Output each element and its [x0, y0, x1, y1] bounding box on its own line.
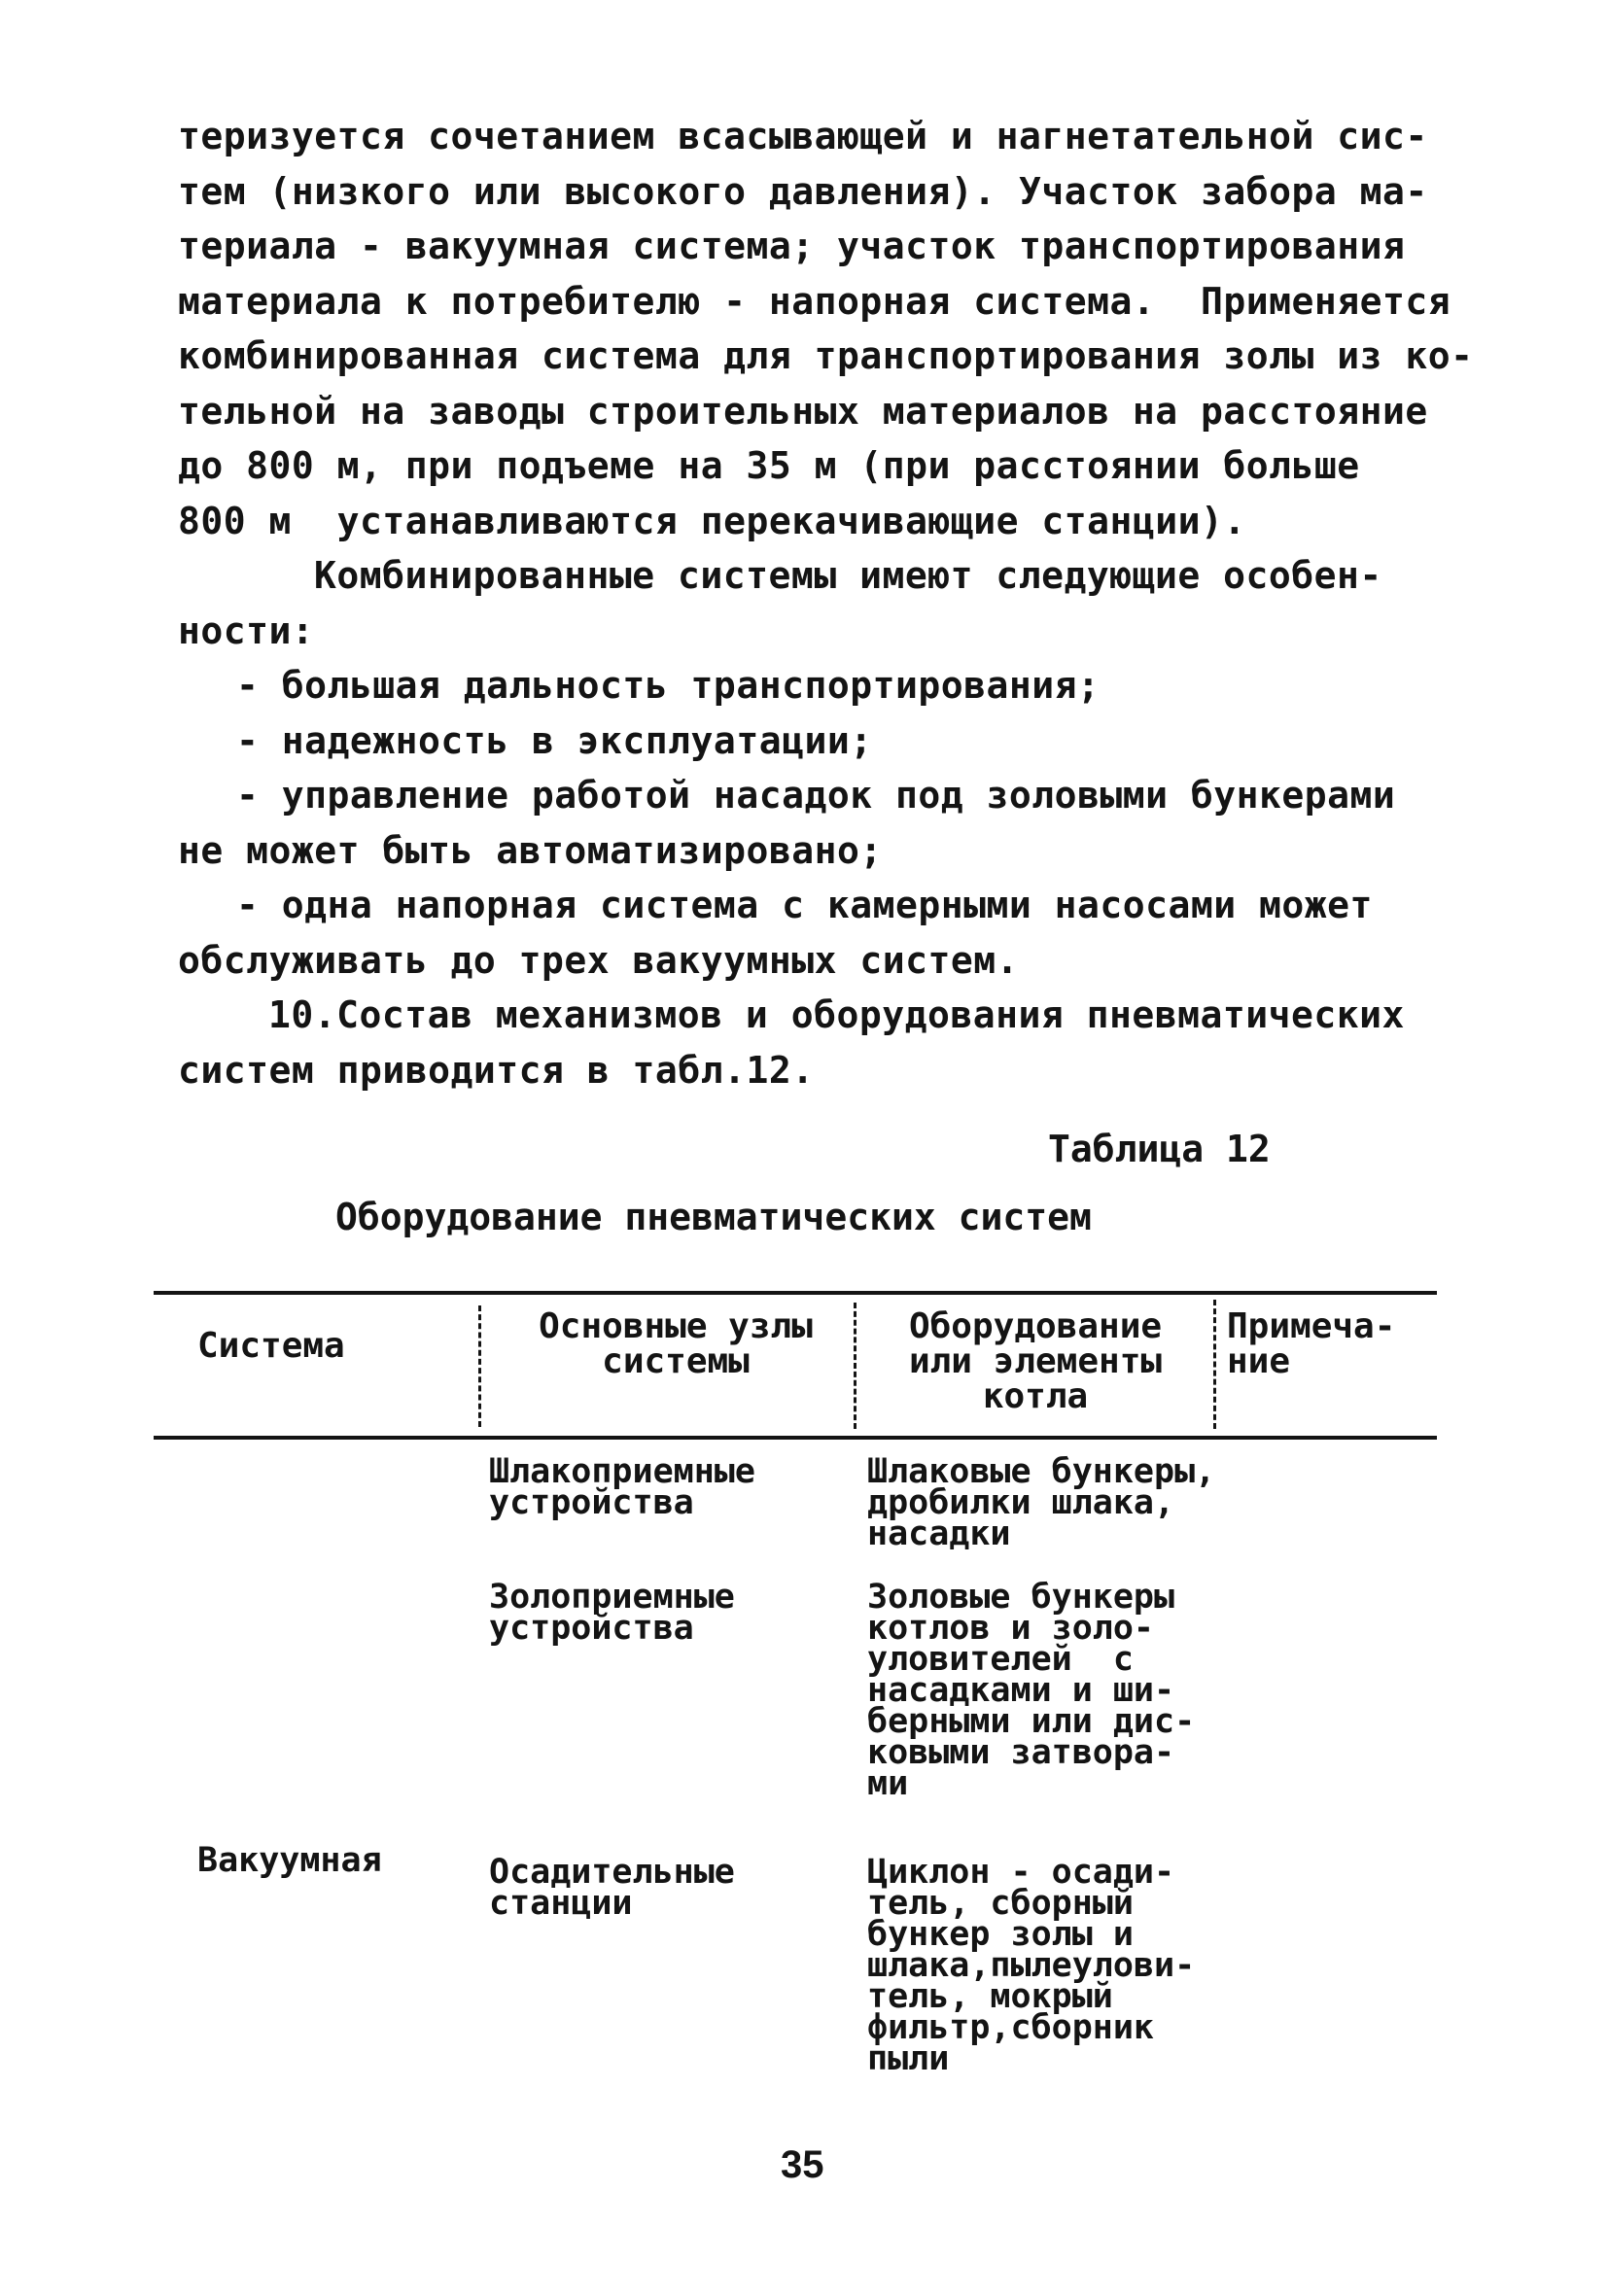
cell-node: Золоприемные устройства [489, 1578, 735, 1648]
bullet-item: - большая дальность транспортирования; [236, 664, 1101, 707]
table-number: Таблица 12 [1048, 1128, 1271, 1170]
text-line: комбинированная система для транспортирования золы из ко- [178, 334, 1474, 377]
header-equipment: Оборудование или элементы котла [908, 1306, 1163, 1416]
bullet-item: - одна напорная система с камерными насосами может [236, 884, 1373, 926]
text-line: 800 м устанавливаются перекачивающие станции). [178, 499, 1246, 542]
column-separator [854, 1303, 856, 1429]
column-separator [478, 1305, 481, 1427]
cell-equipment: Шлаковые бункеры, дробилки шлака, насадки [867, 1452, 1216, 1553]
table-title: Оборудование пневматических систем [335, 1196, 1092, 1238]
text-line: 10.Состав механизмов и оборудования пневматических [268, 993, 1405, 1036]
cell-node: Осадительные станции [489, 1853, 735, 1923]
cell-equipment: Циклон - осади- тель, сборный бункер золы и шлака,пылеулови- тель, мокрый фильтр,сборник пыли [867, 1853, 1196, 2078]
text-line: Комбинированные системы имеют следующие особен- [314, 554, 1382, 597]
cell-equipment: Золовые бункеры котлов и золо- уловителей с насадками и ши- берными или дис- ковыми затвора- ми [867, 1578, 1196, 1803]
text-line: до 800 м, при подъеме на 35 м (при расстоянии больше [178, 444, 1360, 487]
table-header-rule [154, 1436, 1437, 1440]
text-line: тельной на заводы строительных материалов на расстояние [178, 389, 1428, 433]
text-line: материала к потребителю - напорная система. Применяется [178, 279, 1451, 323]
body-text [178, 109, 1481, 1097]
text-line: систем приводится в табл.12. [178, 1048, 815, 1092]
header-system: Система [197, 1326, 345, 1366]
text-line: териала - вакуумная система; участок транспортирования [178, 225, 1406, 267]
bullet-item-continuation: не может быть автоматизировано; [178, 828, 883, 872]
text-line: ности: [178, 609, 315, 652]
header-note: Примеча- ние [1227, 1306, 1396, 1381]
column-separator [1213, 1300, 1216, 1429]
cell-system-vacuum: Вакуумная [197, 1841, 382, 1880]
cell-node: Шлакоприемные устройства [489, 1452, 755, 1522]
header-main-nodes: Основные узлы системы [539, 1306, 813, 1381]
table-top-rule [154, 1291, 1437, 1295]
page-number: 35 [781, 2143, 824, 2186]
bullet-item: - надежность в эксплуатации; [236, 718, 873, 762]
text-line: тем (низкого или высокого давления). Участок забора ма- [178, 169, 1428, 213]
text-line: теризуется сочетанием всасывающей и нагнетательной сис- [178, 115, 1428, 157]
bullet-item-continuation: обслуживать до трех вакуумных систем. [178, 938, 1019, 982]
bullet-item: - управление работой насадок под золовыми бункерами [236, 774, 1396, 817]
